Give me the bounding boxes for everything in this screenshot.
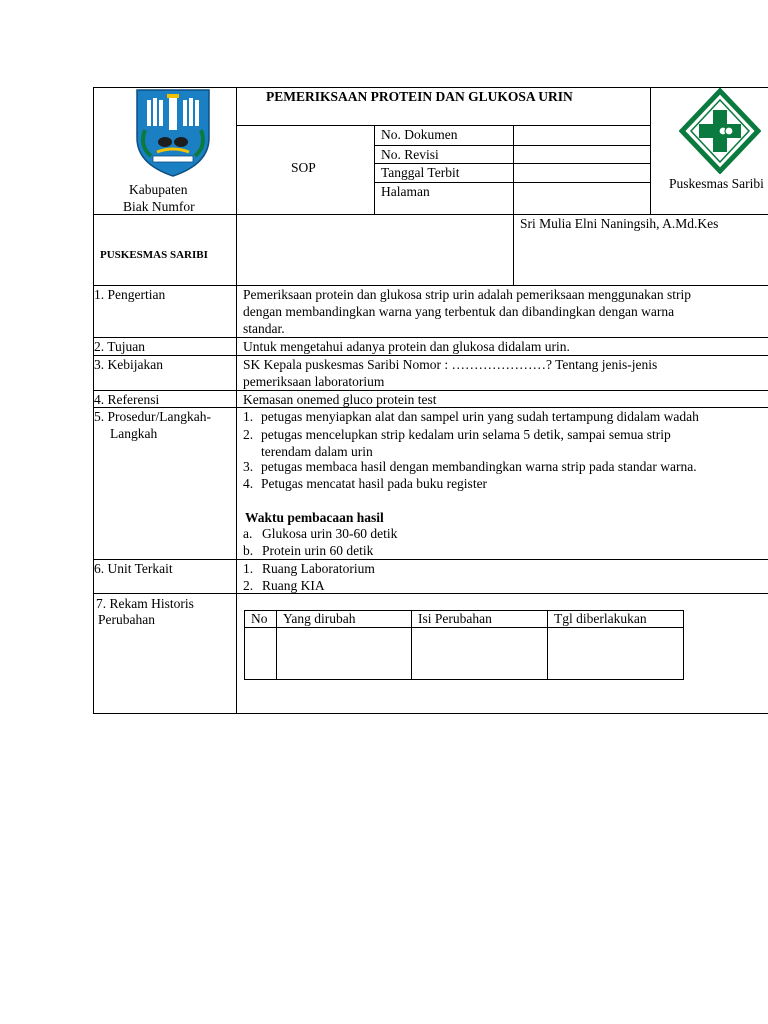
waktu-item-text: Glukosa urin 30-60 detik xyxy=(262,526,398,541)
tujuan-text: Untuk mengetahui adanya protein dan glukosa didalam urin. xyxy=(243,339,570,354)
document-title: PEMERIKSAAN PROTEIN DAN GLUKOSA URIN xyxy=(266,89,573,104)
section-label-tujuan: 2. Tujuan xyxy=(94,339,146,354)
pengertian-line2: dengan membandingkan warna yang terbentuk dan dibandingkan dengan warna xyxy=(243,304,675,319)
history-col-yang-dirubah: Yang dirubah xyxy=(283,611,356,626)
referensi-text: Kemasan onemed gluco protein test xyxy=(243,392,437,407)
step-text: petugas membaca hasil dengan membandingkan warna strip pada standar warna. xyxy=(261,459,697,474)
step-number: 1. xyxy=(243,409,254,424)
unit-number: 1. xyxy=(243,561,254,576)
step-text: Petugas mencatat hasil pada buku register xyxy=(261,476,488,491)
regency-emblem xyxy=(133,86,213,178)
step-text: terendam dalam urin xyxy=(261,444,373,459)
history-col-tgl-diberlakukan: Tgl diberlakukan xyxy=(554,611,647,626)
step-number: 3. xyxy=(243,459,254,474)
regency-name-line2: Biak Numfor xyxy=(123,199,195,214)
regency-name-line1: Kabupaten xyxy=(129,182,188,197)
meta-label-tanggal-terbit: Tanggal Terbit xyxy=(381,165,460,180)
section-label-unit-terkait: 6. Unit Terkait xyxy=(94,561,173,576)
meta-label-no-revisi: No. Revisi xyxy=(381,147,439,162)
waktu-item-number: a. xyxy=(243,526,253,541)
waktu-item-number: b. xyxy=(243,543,254,558)
signatory-name: Sri Mulia Elni Naningsih, A.Md.Kes xyxy=(520,216,719,231)
section-label-prosedur: 5. Prosedur/Langkah- xyxy=(94,409,211,424)
waktu-item-text: Protein urin 60 detik xyxy=(262,543,374,558)
puskesmas-logo xyxy=(679,88,761,174)
section-label-referensi: 4. Referensi xyxy=(94,392,160,407)
waktu-title: Waktu pembacaan hasil xyxy=(245,510,384,525)
section-label-rekam-historis: 7. Rekam Historis xyxy=(96,596,194,611)
pengertian-line3: standar. xyxy=(243,321,285,336)
section-label-kebijakan: 3. Kebijakan xyxy=(94,357,163,372)
kebijakan-line1: SK Kepala puskesmas Saribi Nomor : …………………? Tentang jenis-jenis xyxy=(243,357,658,372)
step-text: petugas mencelupkan strip kedalam urin selama 5 detik, sampai semua strip xyxy=(261,427,671,442)
kebijakan-line2: pemeriksaan laboratorium xyxy=(243,374,385,389)
step-number: 2. xyxy=(243,427,254,442)
history-col-no: No xyxy=(251,611,268,626)
step-text: petugas menyiapkan alat dan sampel urin yang sudah tertampung didalam wadah xyxy=(261,409,699,424)
pengertian-line1: Pemeriksaan protein dan glukosa strip urin adalah pemeriksaan menggunakan strip xyxy=(243,287,691,302)
section-label-rekam-historis-line2: Perubahan xyxy=(98,612,155,627)
org-name: PUSKESMAS SARIBI xyxy=(100,249,208,261)
step-number: 4. xyxy=(243,476,254,491)
section-label-pengertian: 1. Pengertian xyxy=(94,287,166,302)
section-label-prosedur-line2: Langkah xyxy=(110,426,158,441)
unit-text: Ruang KIA xyxy=(262,578,325,593)
unit-text: Ruang Laboratorium xyxy=(262,561,375,576)
history-col-isi-perubahan: Isi Perubahan xyxy=(418,611,492,626)
meta-label-halaman: Halaman xyxy=(381,184,430,199)
meta-label-no-dokumen: No. Dokumen xyxy=(381,127,458,142)
puskesmas-label: Puskesmas Saribi xyxy=(669,176,764,191)
unit-number: 2. xyxy=(243,578,254,593)
doc-type: SOP xyxy=(291,160,316,175)
